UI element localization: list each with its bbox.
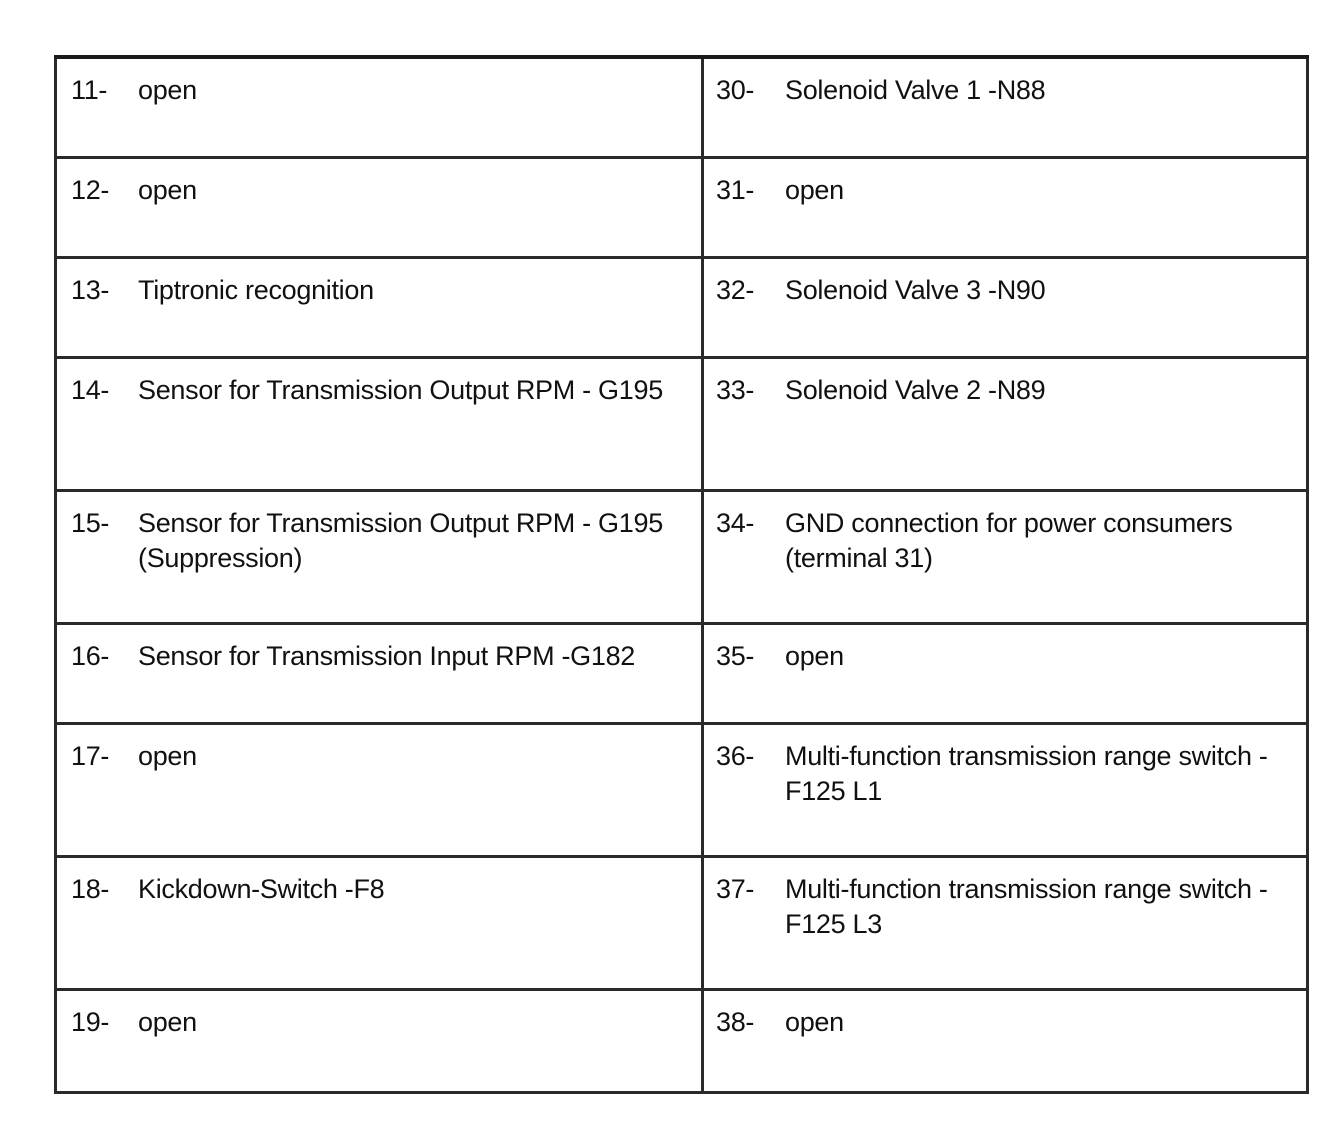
- table-cell: [703, 357, 1308, 490]
- pin-description: open: [785, 174, 844, 205]
- pin-number: 14-: [71, 374, 110, 405]
- pin-number: 18-: [71, 873, 110, 904]
- pin-description: Sensor for Transmission Output RPM - G195: [138, 374, 663, 405]
- pin-number: 33-: [716, 374, 755, 405]
- table-cell: [703, 157, 1308, 257]
- table-row: [56, 856, 1308, 989]
- pin-description: GND connection for power consumers (terminal 31): [785, 507, 1233, 573]
- pin-number: 35-: [716, 640, 755, 671]
- table-cell: [56, 723, 703, 856]
- pin-number: 32-: [716, 274, 755, 305]
- table-row: [56, 357, 1308, 490]
- pin-description: Solenoid Valve 3 -N90: [785, 274, 1046, 305]
- table-cell: [703, 57, 1308, 157]
- pin-number: 30-: [716, 75, 755, 105]
- pin-description: Multi-function transmission range switch -F125 L1: [785, 740, 1268, 806]
- table-cell: [703, 856, 1308, 989]
- pin-description: open: [138, 75, 197, 105]
- pin-description: Tiptronic recognition: [138, 274, 374, 305]
- pin-number: 36-: [716, 740, 755, 771]
- pin-description: open: [138, 740, 197, 771]
- table-cell: [703, 623, 1308, 723]
- table-row: [56, 157, 1308, 257]
- pin-description: open: [138, 174, 197, 205]
- pin-number: 38-: [716, 1006, 755, 1037]
- table-row: [56, 723, 1308, 856]
- table-cell: [56, 257, 703, 357]
- table-cell: [56, 357, 703, 490]
- pin-number: 15-: [71, 507, 110, 538]
- table-cell: [56, 57, 703, 157]
- table-cell: [56, 623, 703, 723]
- pin-description: Multi-function transmission range switch -F125 L3: [785, 873, 1268, 939]
- pin-number: 11-: [71, 75, 108, 105]
- table-cell: [703, 490, 1308, 623]
- pin-description: Sensor for Transmission Output RPM - G195 (Suppression): [138, 507, 663, 573]
- table-cell: [56, 157, 703, 257]
- pin-description: Solenoid Valve 2 -N89: [785, 374, 1046, 405]
- table-row: [56, 257, 1308, 357]
- pin-number: 16-: [71, 640, 110, 671]
- pin-description: Kickdown-Switch -F8: [138, 873, 385, 904]
- pin-description: open: [785, 640, 844, 671]
- table-row: [56, 623, 1308, 723]
- pin-number: 34-: [716, 507, 755, 538]
- pin-number: 19-: [71, 1006, 110, 1037]
- pin-number: 37-: [716, 873, 755, 904]
- pin-description: open: [138, 1006, 197, 1037]
- pin-description: open: [785, 1006, 844, 1037]
- pin-number: 12-: [71, 174, 110, 205]
- table-cell: [703, 723, 1308, 856]
- table-cell: [703, 989, 1308, 1092]
- pin-description: Solenoid Valve 1 -N88: [785, 75, 1046, 105]
- table-cell: [56, 490, 703, 623]
- table-cell: [56, 856, 703, 989]
- pin-number: 17-: [71, 740, 110, 771]
- pin-number: 13-: [71, 274, 110, 305]
- pin-description: Sensor for Transmission Input RPM -G182: [138, 640, 636, 671]
- pin-assignment-table: [54, 55, 1309, 1094]
- table-cell: [703, 257, 1308, 357]
- table-row: [56, 490, 1308, 623]
- table-cell: [56, 989, 703, 1092]
- pin-number: 31-: [716, 174, 755, 205]
- table-row: [56, 57, 1308, 157]
- table-row: [56, 989, 1308, 1092]
